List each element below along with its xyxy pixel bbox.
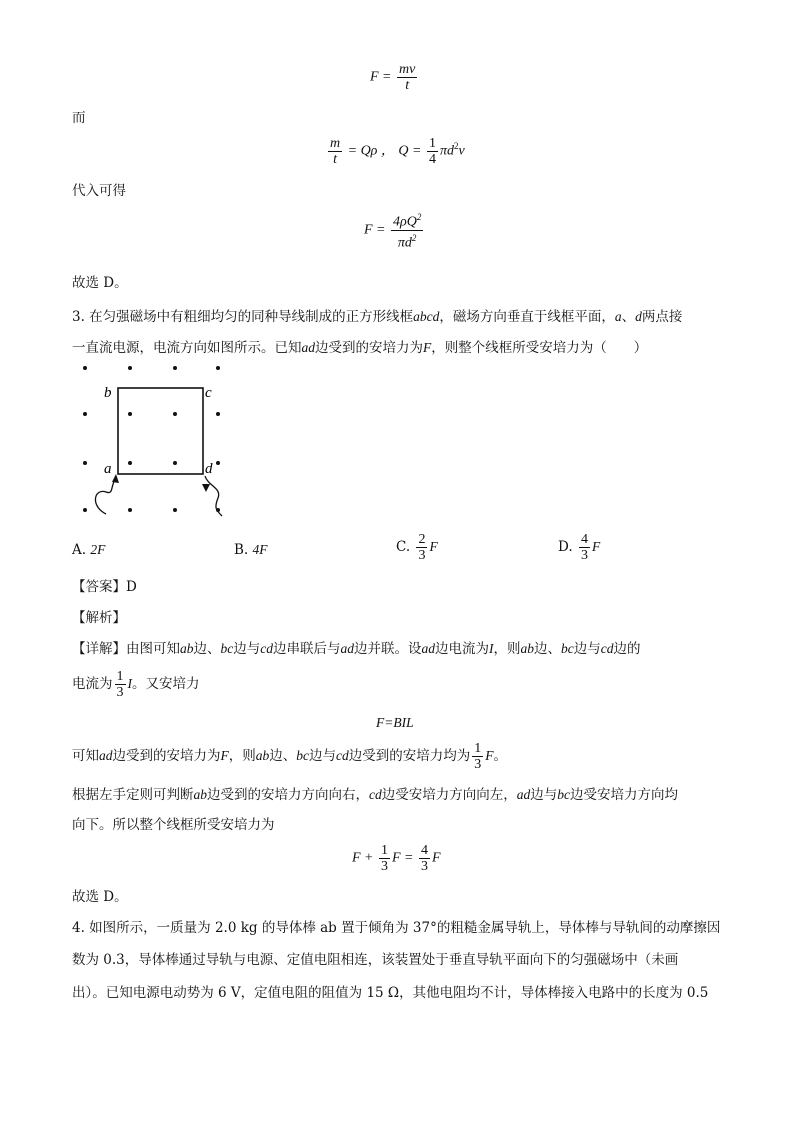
question-4-line2: 数为 0.3，导体棒通过导轨与电源、定值电阻相连，该装置处于垂直导轨平面向下的匀强磁场中（未画 — [72, 952, 679, 968]
detail-line4: 根据左手定则可判断ab边受到的安培力方向向右，cd边受安培力方向向左，ad边与bc边受安培力方向均 — [72, 787, 678, 803]
detail-line5: 向下。所以整个线框所受安培力为 — [72, 817, 275, 833]
option-d[interactable]: D. $\frac{4}{3}$ F — [558, 532, 601, 563]
detail-line2: 电流为 $\frac{1}{3}$ I。又安培力 — [72, 669, 200, 700]
answer-label: 【答案】D — [72, 579, 137, 595]
label-a: a — [104, 461, 112, 477]
label-c: c — [205, 385, 212, 401]
question-3-line2: 一直流电源，电流方向如图所示。已知ad边受到的安培力为F，则整个线框所受安培力为（ ） — [72, 340, 648, 356]
equation-force-result: F = $\frac{4\rho Q^2}{\pi d^2}$ — [364, 212, 422, 251]
current-arrow-down — [202, 484, 210, 492]
detail-line1: 【详解】由图可知ab边、bc边与cd边串联后与ad边并联。设ad边电流为I，则ab边、bc边与cd边的 — [72, 641, 641, 657]
question-3-line1: 3. 在匀强磁场中有粗细均匀的同种导线制成的正方形线框abcd，磁场方向垂直于线框平面，a、d两点接 — [72, 309, 683, 325]
lead-wire-a — [95, 478, 116, 514]
formula-fbil: F=BIL — [376, 715, 414, 730]
equation-mass-flow: $\frac{m}{t}$ = Qρ ， Q = $\frac{1}{4}$ $\pi d^2v$ — [330, 136, 465, 167]
text-dairu: 代入可得 — [72, 183, 126, 199]
text-choose-d-1: 故选 D。 — [72, 275, 128, 291]
equation-momentum: F = $\frac{mv}{t}$ — [370, 62, 416, 93]
square-frame-figure — [76, 360, 236, 522]
label-b: b — [104, 385, 112, 401]
current-arrow-up — [112, 474, 119, 483]
option-b[interactable]: B. 4F — [234, 542, 268, 558]
text-choose-d-2: 故选 D。 — [72, 889, 128, 905]
option-c[interactable]: C. $\frac{2}{3}$ F — [396, 532, 438, 563]
detail-line3: 可知ad边受到的安培力为F，则ab边、bc边与cd边受到的安培力均为 $\frac{1}{3}$ F。 — [72, 741, 507, 772]
option-a[interactable]: A. 2F — [72, 542, 106, 558]
label-d: d — [205, 461, 213, 477]
equation-total-force: F + $\frac{1}{3}$ F = $\frac{4}{3}$ F — [352, 843, 441, 874]
question-4-line3: 出）。已知电源电动势为 6 V，定值电阻的阻值为 15 Ω，其他电阻均不计，导体棒接入电路中的长度为 0.5 — [72, 985, 709, 1001]
square-frame — [118, 388, 203, 474]
analysis-label: 【解析】 — [72, 610, 126, 626]
text-er: 而 — [72, 110, 86, 126]
question-4-line1: 4. 如图所示，一质量为 2.0 kg 的导体棒 ab 置于倾角为 37°的粗糙金属导轨上，导体棒与导轨间的动摩擦因 — [72, 920, 721, 936]
